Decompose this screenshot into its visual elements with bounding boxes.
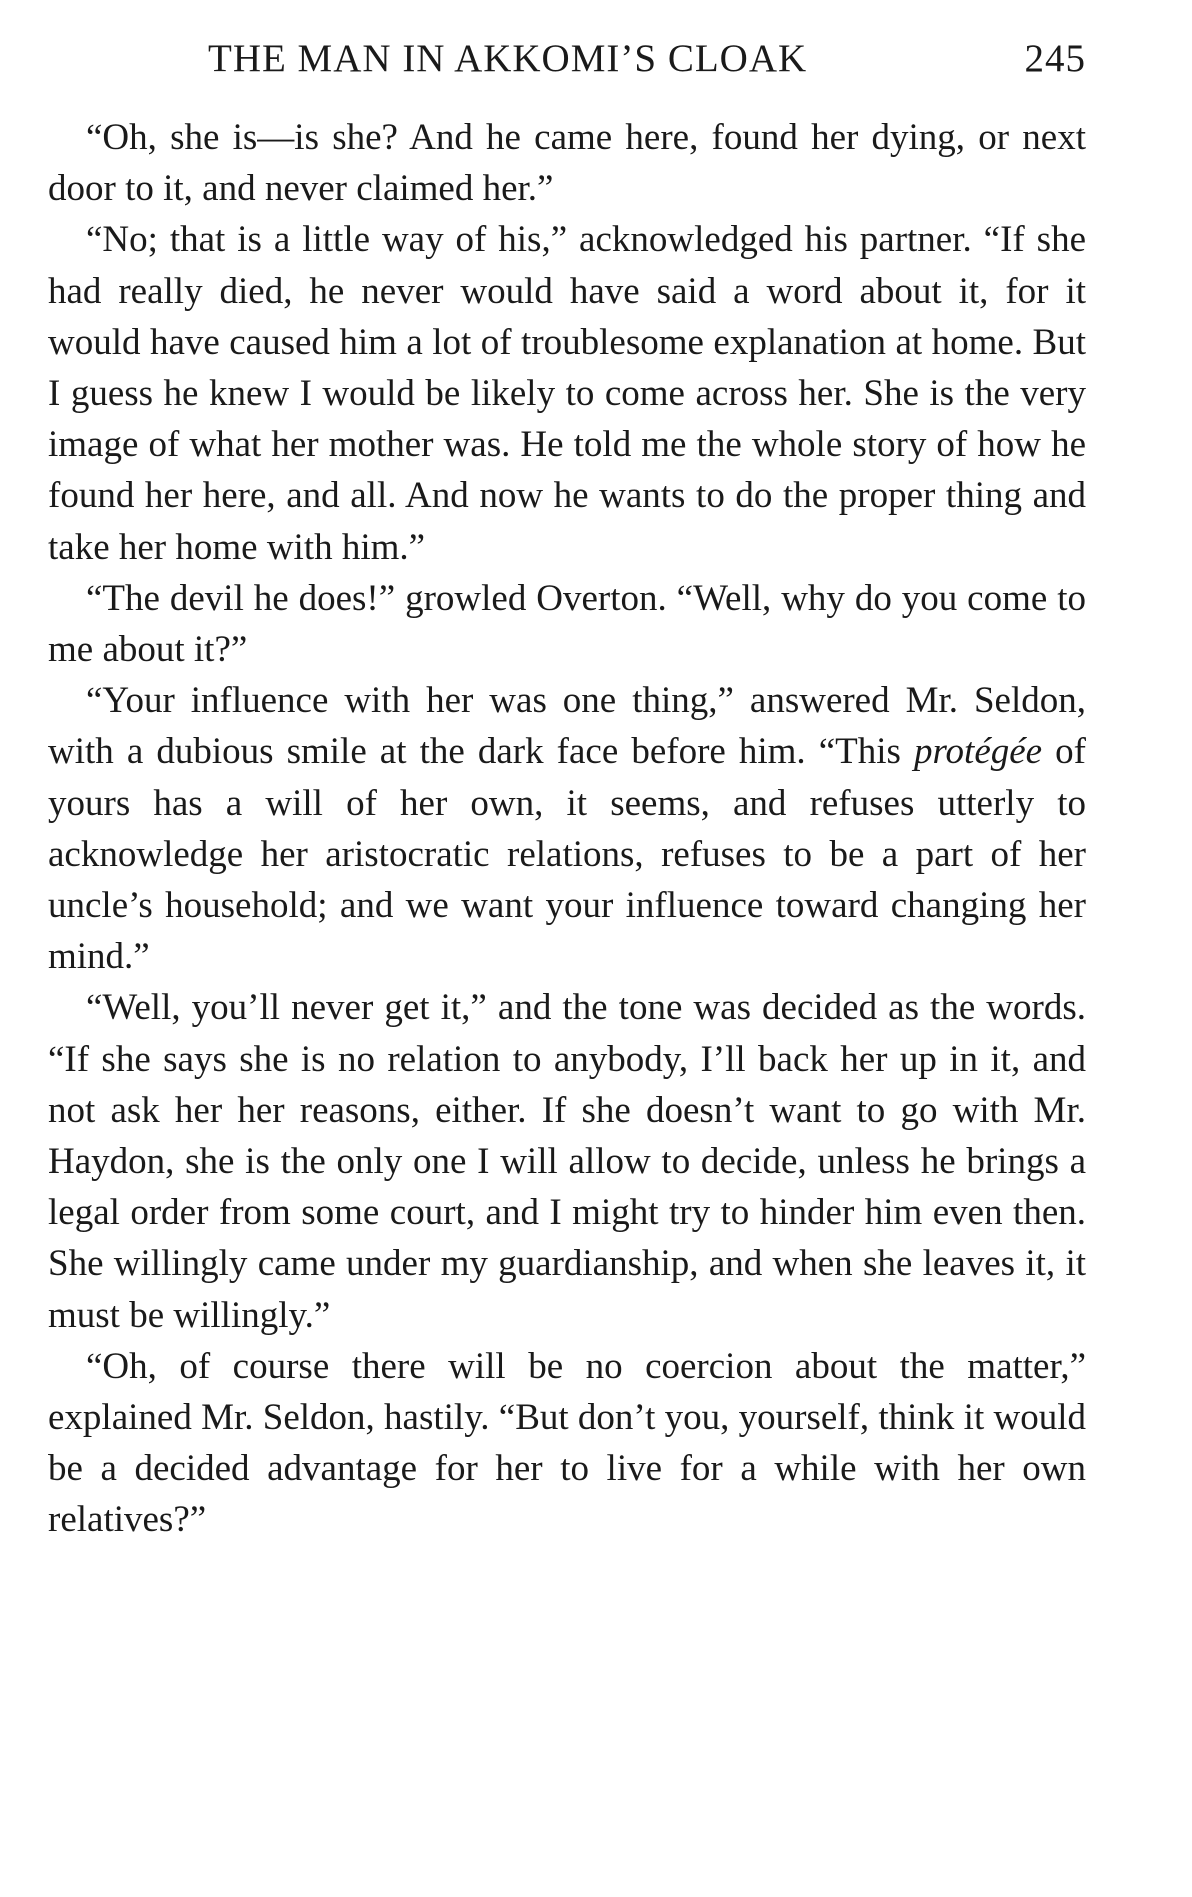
paragraph bbox=[48, 675, 1086, 982]
paragraph: “Well, you’ll never get it,” and the tone was decided as the words. “If she says she is no relation to anybody, I’ll back her up in it, and not ask her her reasons, either. If she doesn’t want to go with Mr. Haydon, she is the only one I will allow to decide, unless he brings a legal order from some court, and I might try to hinder him even then. She willingly came under my guardianship, and when she leaves it, it must be willingly.” bbox=[48, 987, 1086, 1336]
page-number: 245 bbox=[1024, 37, 1086, 80]
paragraph: “The devil he does!” growled Overton. “Well, why do you come to me about it?” bbox=[48, 577, 1086, 671]
running-head bbox=[48, 32, 1086, 92]
paragraph: “No; that is a little way of his,” acknowledged his partner. “If she had really died, he never would have said a word about it, for it would have caused him a lot of troublesome explanation at home. But I guess he knew I would be likely to come across her. She is the very image of what her mother was. He told me the whole story of how he found her here, and all. And now he wants to do the proper thing and take her home with him.” bbox=[48, 219, 1086, 568]
paragraph-text: “Your influence with her was one thing,” answered Mr. Seldon, with a dubious smile at the dark face before him. “This bbox=[48, 680, 1086, 773]
paragraph: “Oh, of course there will be no coercion about the matter,” explained Mr. Seldon, hastily. “But don’t you, yourself, think it would be a decided advantage for her to live for a while with her own relatives?” bbox=[48, 1345, 1086, 1541]
italic-word: protégée bbox=[914, 731, 1043, 773]
book-page bbox=[48, 32, 1086, 1546]
paragraph: “Oh, she is—is she? And he came here, found her dying, or next door to it, and never claimed her.” bbox=[48, 117, 1086, 210]
running-head-title: THE MAN IN AKKOMI’S CLOAK bbox=[208, 37, 808, 80]
paragraph-text: of yours has a will of her own, it seems, and refuses utterly to acknowledge her aristocratic relations, refuses to be a part of her uncle’s household; and we want your influence toward changing her mind.” bbox=[48, 731, 1086, 978]
body-text bbox=[48, 112, 1086, 1546]
